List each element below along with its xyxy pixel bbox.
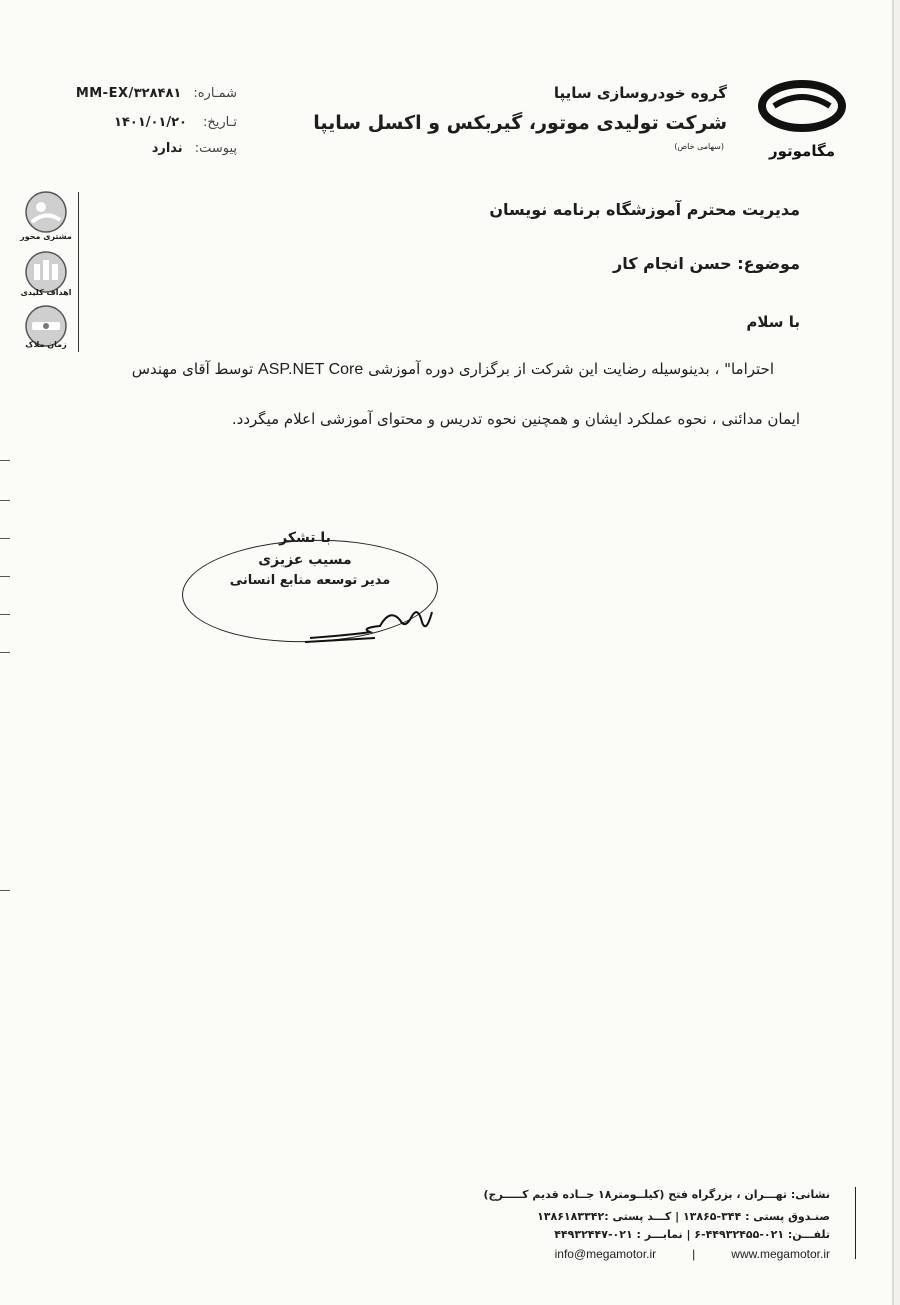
edge-mark	[0, 538, 10, 539]
footer-postbox: صنـدوق پستی : ۳۴۴-۱۳۸۶۵ | کـــد پستی :۱۳۸۶۱۸۳۳۴۲	[537, 1210, 830, 1223]
footer-email[interactable]: info@megamotor.ir	[554, 1247, 657, 1261]
greeting: با سلام	[746, 313, 800, 331]
footer-divider	[855, 1187, 856, 1259]
attachment-value: ندارد	[151, 141, 183, 156]
stamp-label-target: اهداف کلیدی	[20, 288, 72, 297]
edge-mark	[0, 576, 10, 577]
edge-mark	[0, 500, 10, 501]
footer-website[interactable]: www.megamotor.ir	[731, 1247, 830, 1261]
paragraph-line-2: ایمان مدائنی ، نحوه عملکرد ایشان و همچنین نحوه تدریس و محتوای آموزشی اعلام میگردد.	[231, 410, 800, 428]
signer-role: مدیر توسعه منابع انسانی	[229, 573, 391, 588]
company-type: (سهامی خاص)	[674, 142, 724, 151]
date-value: ۱۴۰۱/۰۱/۲۰	[114, 115, 187, 130]
date-label: تـاریخ:	[202, 115, 237, 130]
attachment-label: پیوست:	[194, 141, 237, 156]
brand-name: مگاموتور	[768, 142, 836, 160]
course-name: ASP.NET Core	[258, 361, 364, 378]
addressee: مدیریت محترم آموزشگاه برنامه نویسان	[489, 200, 800, 219]
letter-attachment	[152, 141, 237, 156]
subject-line: موضوع: حسن انجام کار	[613, 254, 800, 273]
footer-address: نشانی: تهـــران ، بزرگراه فتح (کیلــومتر۱۸ جــاده قدیم کـــــرج)	[483, 1188, 830, 1201]
stamps-divider	[78, 192, 79, 352]
handwritten-signature-icon	[300, 598, 440, 648]
edge-mark	[0, 652, 10, 653]
number-value: MM-EX/۳۲۸۴۸۱	[75, 86, 182, 101]
megamotor-logo-icon	[752, 78, 852, 162]
footer-separator: |	[692, 1247, 696, 1261]
para1-prefix: احتراما" ، بدینوسیله رضایت این شرکت از برگزاری دوره آموزشی	[368, 360, 774, 378]
footer-phones: تلفـــن: ۰۲۱-۴۴۹۳۲۴۵۵-۶ | نمابـــر : ۰۲۱-۴۴۹۳۲۴۴۷	[554, 1228, 830, 1241]
stamp-label-customer: مشتری محور	[20, 232, 72, 241]
number-label: شمـاره:	[193, 86, 237, 101]
signature-thanks: با تشکر	[279, 530, 331, 546]
letter-date	[114, 115, 237, 130]
stamp-label-time: زمان ملاک	[25, 340, 67, 349]
paragraph-line-1	[132, 360, 774, 379]
customer-icon	[22, 190, 70, 234]
footer-contacts	[555, 1247, 830, 1261]
edge-mark	[0, 890, 10, 891]
company-name: شرکت تولیدی موتور، گیربکس و اکسل سایپا	[313, 112, 727, 134]
edge-mark	[0, 614, 10, 615]
signer-name: مسیب عزیزی	[258, 552, 352, 568]
para1-suffix: توسط آقای مهندس	[131, 360, 254, 378]
edge-mark	[0, 460, 10, 461]
company-group: گروه خودروسازی سایپا	[553, 84, 727, 102]
letter-number	[76, 86, 237, 101]
